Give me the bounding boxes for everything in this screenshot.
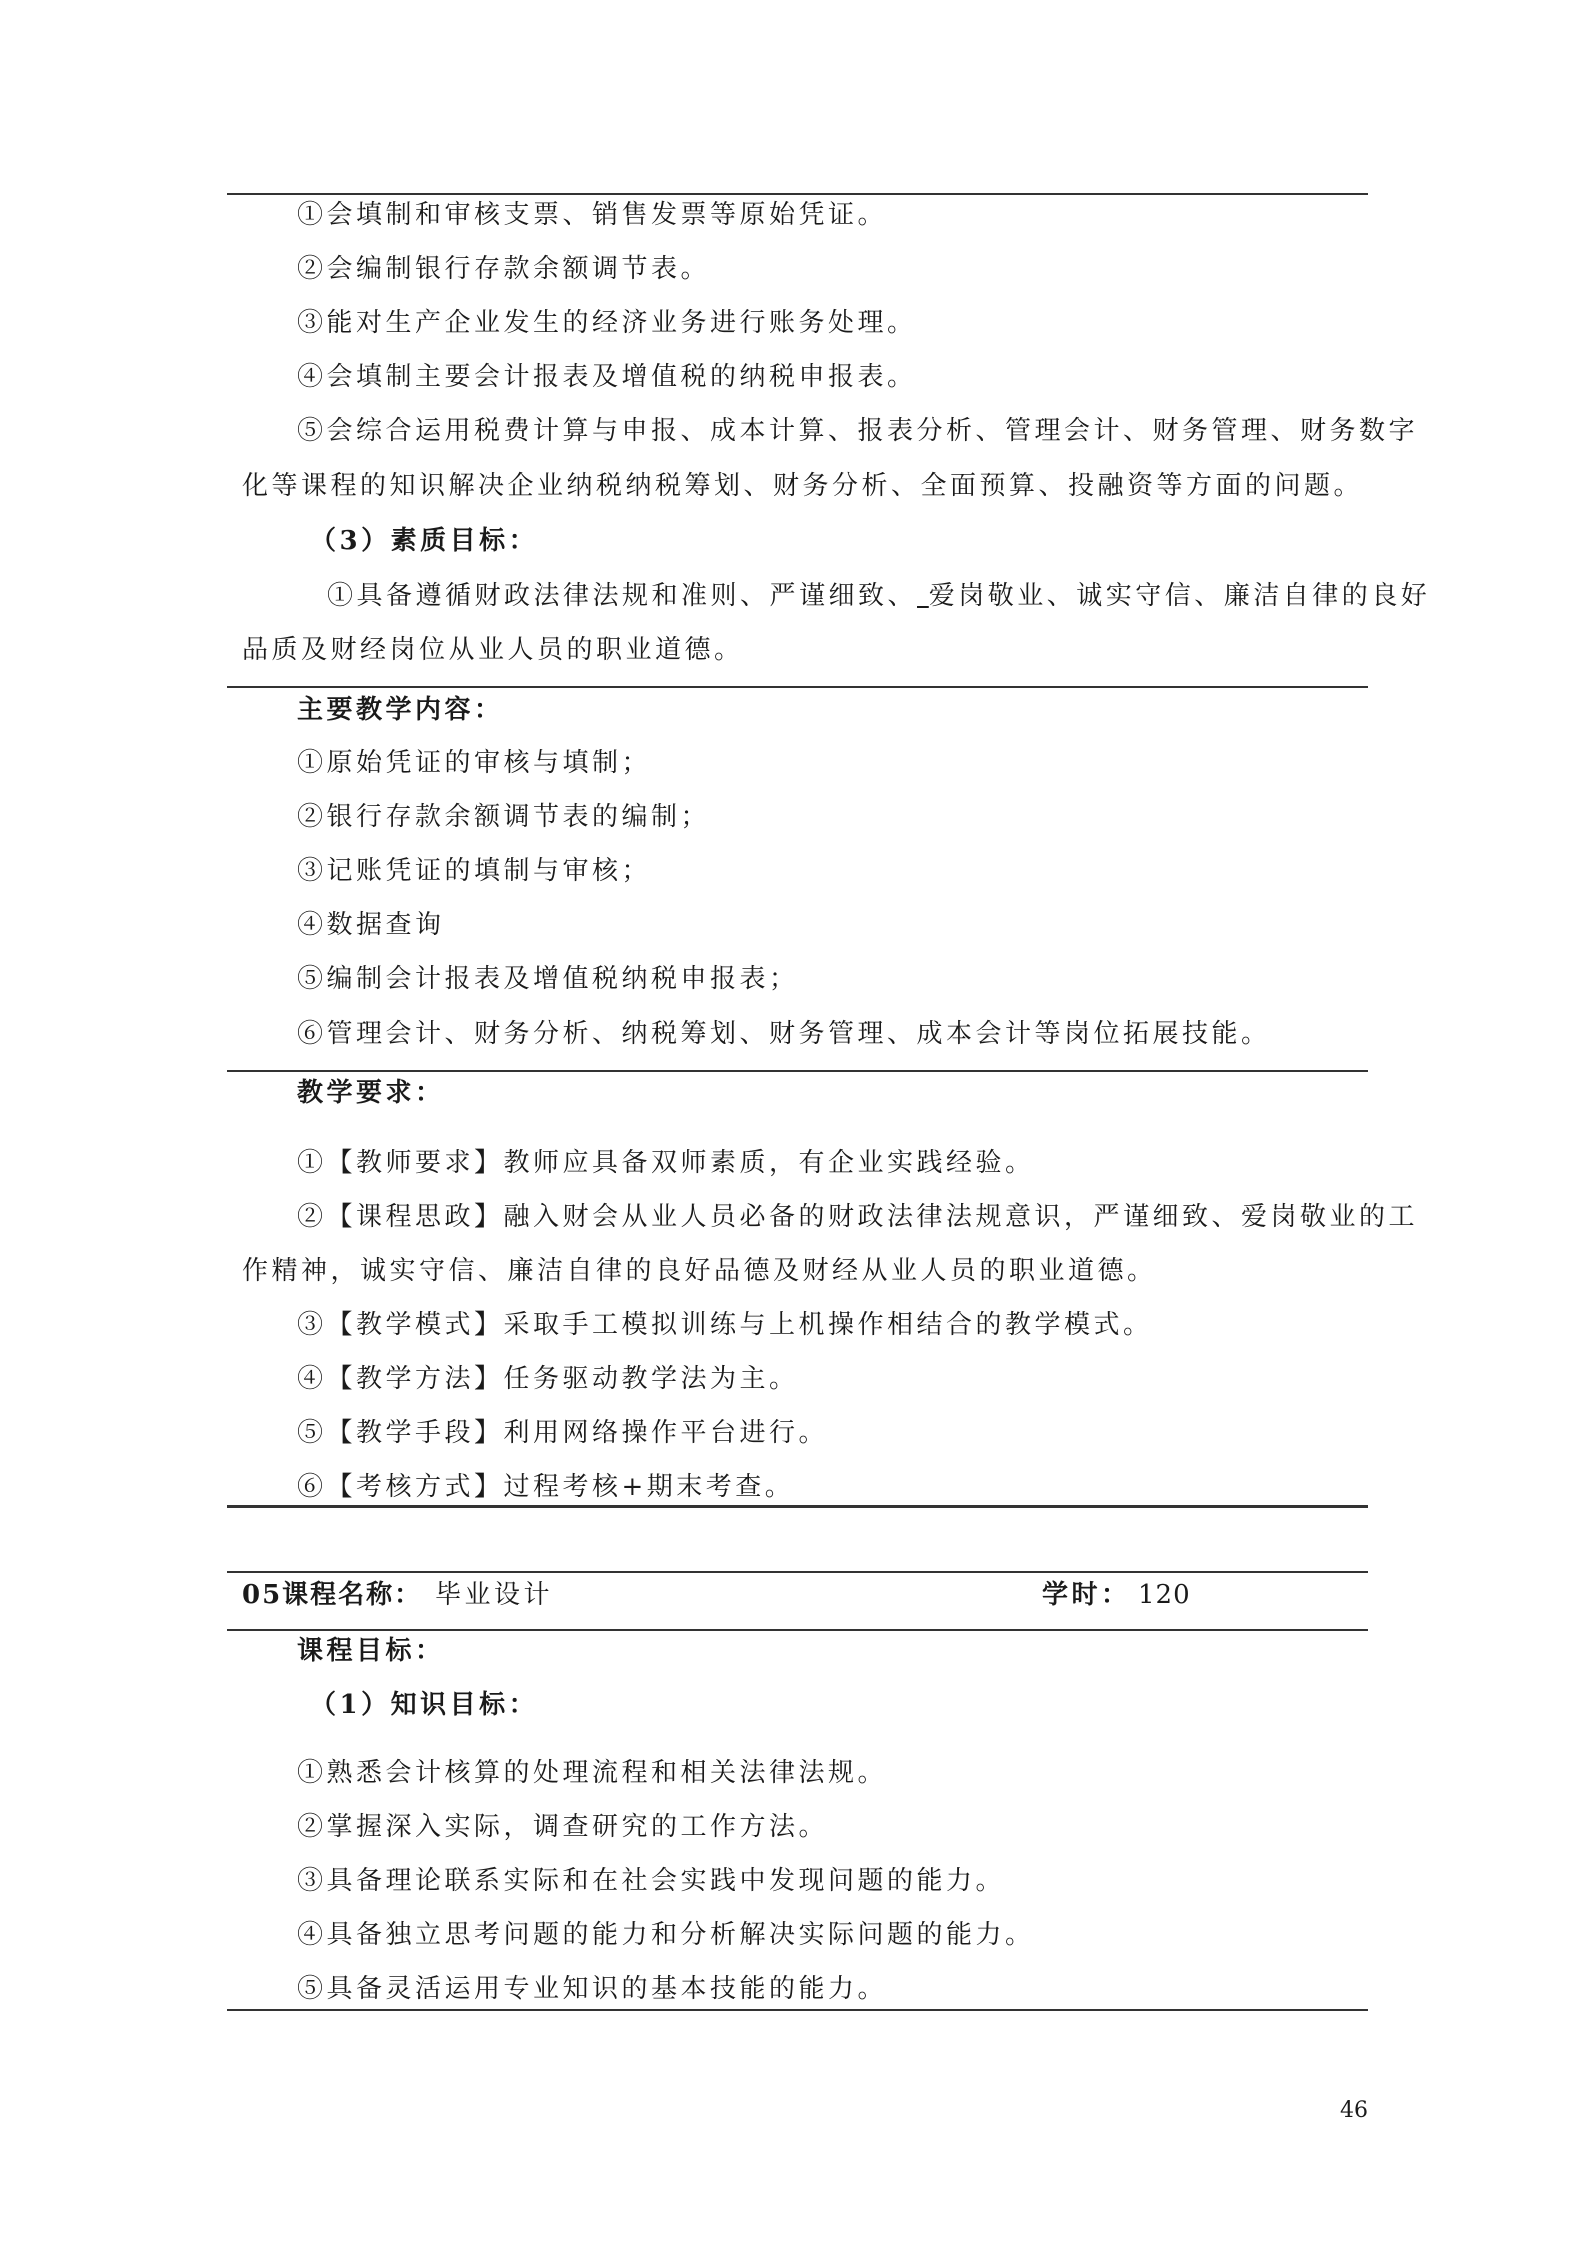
content-item-2: ②银行存款余额调节表的编制； — [297, 802, 711, 832]
course05-item-3: ③具备理论联系实际和在社会实践中发现问题的能力。 — [297, 1866, 1006, 1896]
requirement-item-3: ③【教学模式】采取手工模拟训练与上机操作相结合的教学模式。 — [297, 1310, 1153, 1340]
requirements-rule — [227, 1070, 1368, 1072]
skill-item-2: ②会编制银行存款余额调节表。 — [297, 254, 711, 284]
top-rule — [227, 193, 1368, 195]
requirement-item-2-line1: ②【课程思政】融入财会从业人员必备的财政法律法规意识，严谨细致、爱岗敬业的工 — [297, 1202, 1419, 1232]
content-rule — [227, 686, 1368, 688]
section-end-rule — [227, 1505, 1368, 1508]
course05-item-4: ④具备独立思考问题的能力和分析解决实际问题的能力。 — [297, 1920, 1035, 1950]
content-item-1: ①原始凭证的审核与填制； — [297, 748, 652, 778]
requirement-item-5: ⑤【教学手段】利用网络操作平台进行。 — [297, 1418, 829, 1448]
knowledge-goals-heading: （1）知识目标： — [310, 1690, 539, 1720]
skill-item-3: ③能对生产企业发生的经济业务进行账务处理。 — [297, 308, 917, 338]
content-heading: 主要教学内容： — [297, 695, 504, 725]
course05-item-5: ⑤具备灵活运用专业知识的基本技能的能力。 — [297, 1974, 888, 2004]
content-item-4: ④数据查询 — [297, 910, 445, 940]
requirement-item-2-line2: 作精神，诚实守信、廉洁自律的良好品德及财经从业人员的职业道德。 — [242, 1256, 1157, 1286]
requirement-item-4: ④【教学方法】任务驱动教学法为主。 — [297, 1364, 799, 1394]
content-item-6: ⑥管理会计、财务分析、纳税筹划、财务管理、成本会计等岗位拓展技能。 — [297, 1019, 1271, 1049]
content-item-5: ⑤编制会计报表及增值税纳税申报表； — [297, 964, 799, 994]
course05-name-value: 毕业设计 — [435, 1580, 554, 1610]
course05-hours-value: 120 — [1138, 1580, 1191, 1610]
course05-goals-heading: 课程目标： — [297, 1636, 445, 1666]
course05-hours-label: 学时： — [1042, 1580, 1131, 1610]
skill-item-5-line1: ⑤会综合运用税费计算与申报、成本计算、报表分析、管理会计、财务管理、财务数字 — [297, 416, 1419, 446]
quality-goals-heading: （3）素质目标： — [310, 526, 539, 556]
quality-item-1-part-a: ①具备遵循财政法律法规和准则、严谨细致、 — [327, 581, 918, 611]
skill-item-1: ①会填制和审核支票、销售发票等原始凭证。 — [297, 200, 888, 230]
course05-item-1: ①熟悉会计核算的处理流程和相关法律法规。 — [297, 1758, 888, 1788]
requirement-item-1: ①【教师要求】教师应具备双师素质，有企业实践经验。 — [297, 1148, 1035, 1178]
requirements-heading: 教学要求： — [297, 1078, 445, 1108]
quality-item-1-line2: 品质及财经岗位从业人员的职业道德。 — [242, 635, 744, 665]
course05-name-label: 05课程名称： — [242, 1580, 423, 1610]
content-item-3: ③记账凭证的填制与审核； — [297, 856, 652, 886]
course05-header-rule — [227, 1629, 1368, 1631]
quality-item-1-line1 — [327, 583, 1430, 609]
course05-top-rule — [227, 1571, 1368, 1573]
course05-item-2: ②掌握深入实际，调查研究的工作方法。 — [297, 1812, 829, 1842]
requirement-item-6: ⑥【考核方式】过程考核+期末考查。 — [297, 1472, 795, 1502]
skill-item-4: ④会填制主要会计报表及增值税的纳税申报表。 — [297, 362, 917, 392]
course05-bottom-rule — [227, 2009, 1368, 2011]
underline-gap — [917, 581, 929, 611]
page-number: 46 — [1340, 2098, 1368, 2123]
skill-item-5-line2: 化等课程的知识解决企业纳税纳税筹划、财务分析、全面预算、投融资等方面的问题。 — [242, 471, 1364, 501]
quality-item-1-part-b: 爱岗敬业、诚实守信、廉洁自律的良好 — [928, 581, 1431, 611]
